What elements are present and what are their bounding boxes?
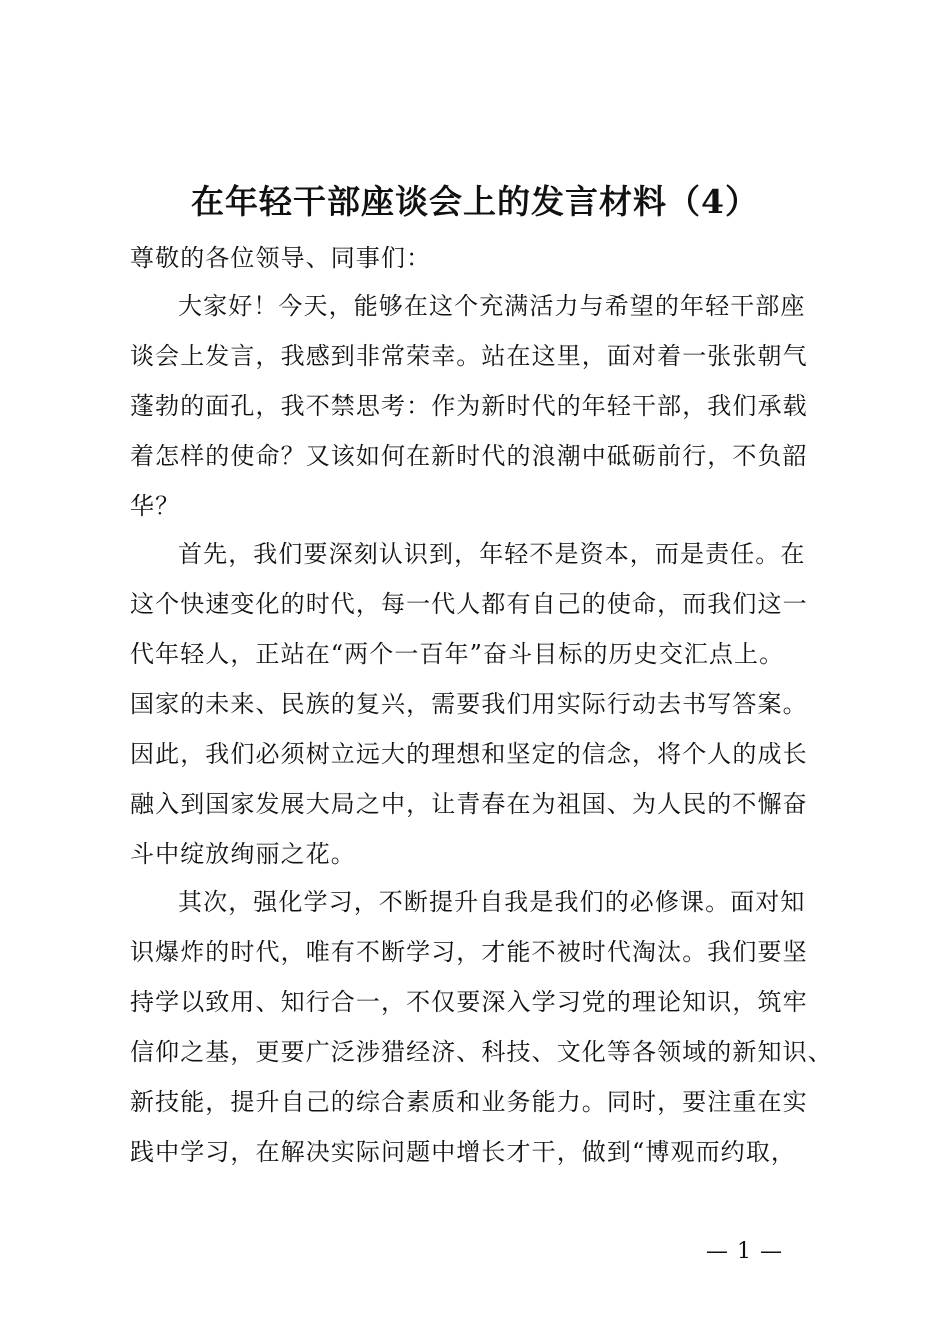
text-line: 融入到国家发展大局之中，让青春在为祖国、为人民的不懈奋	[130, 790, 808, 818]
text-line: 信仰之基，更要广泛涉猎经济、科技、文化等各领域的新知识、	[130, 1038, 833, 1066]
text-line: 首先，我们要深刻认识到，年轻不是资本，而是责任。在	[178, 540, 806, 568]
page-title: 在年轻干部座谈会上的发言材料（4）	[191, 182, 759, 221]
text-line: 识爆炸的时代，唯有不断学习，才能不被时代淘汰。我们要坚	[130, 938, 808, 966]
text-line: 谈会上发言，我感到非常荣幸。站在这里，面对着一张张朝气	[130, 342, 808, 370]
page-number: — 1 —	[706, 1239, 783, 1264]
text-line: 着怎样的使命？又该如何在新时代的浪潮中砥砺前行，不负韶	[130, 442, 808, 470]
text-line: 华？	[130, 492, 181, 520]
text-line: 代年轻人，正站在“两个一百年”奋斗目标的历史交汇点上。	[130, 640, 785, 668]
text-line: 国家的未来、民族的复兴，需要我们用实际行动去书写答案。	[130, 690, 808, 718]
text-line: 斗中绽放绚丽之花。	[130, 840, 356, 868]
text-line: 因此，我们必须树立远大的理想和坚定的信念，将个人的成长	[130, 740, 808, 768]
text-line: 持学以致用、知行合一，不仅要深入学习党的理论知识，筑牢	[130, 988, 808, 1016]
salutation: 尊敬的各位领导、同事们：	[130, 244, 432, 272]
text-line: 蓬勃的面孔，我不禁思考：作为新时代的年轻干部，我们承载	[130, 392, 808, 420]
text-line: 其次，强化学习，不断提升自我是我们的必修课。面对知	[178, 888, 806, 916]
text-line: 践中学习，在解决实际问题中增长才干，做到“博观而约取，	[130, 1138, 796, 1166]
text-line: 大家好！今天，能够在这个充满活力与希望的年轻干部座	[178, 292, 806, 320]
text-line: 新技能，提升自己的综合素质和业务能力。同时，要注重在实	[130, 1088, 808, 1116]
text-line: 这个快速变化的时代，每一代人都有自己的使命，而我们这一	[130, 590, 808, 618]
